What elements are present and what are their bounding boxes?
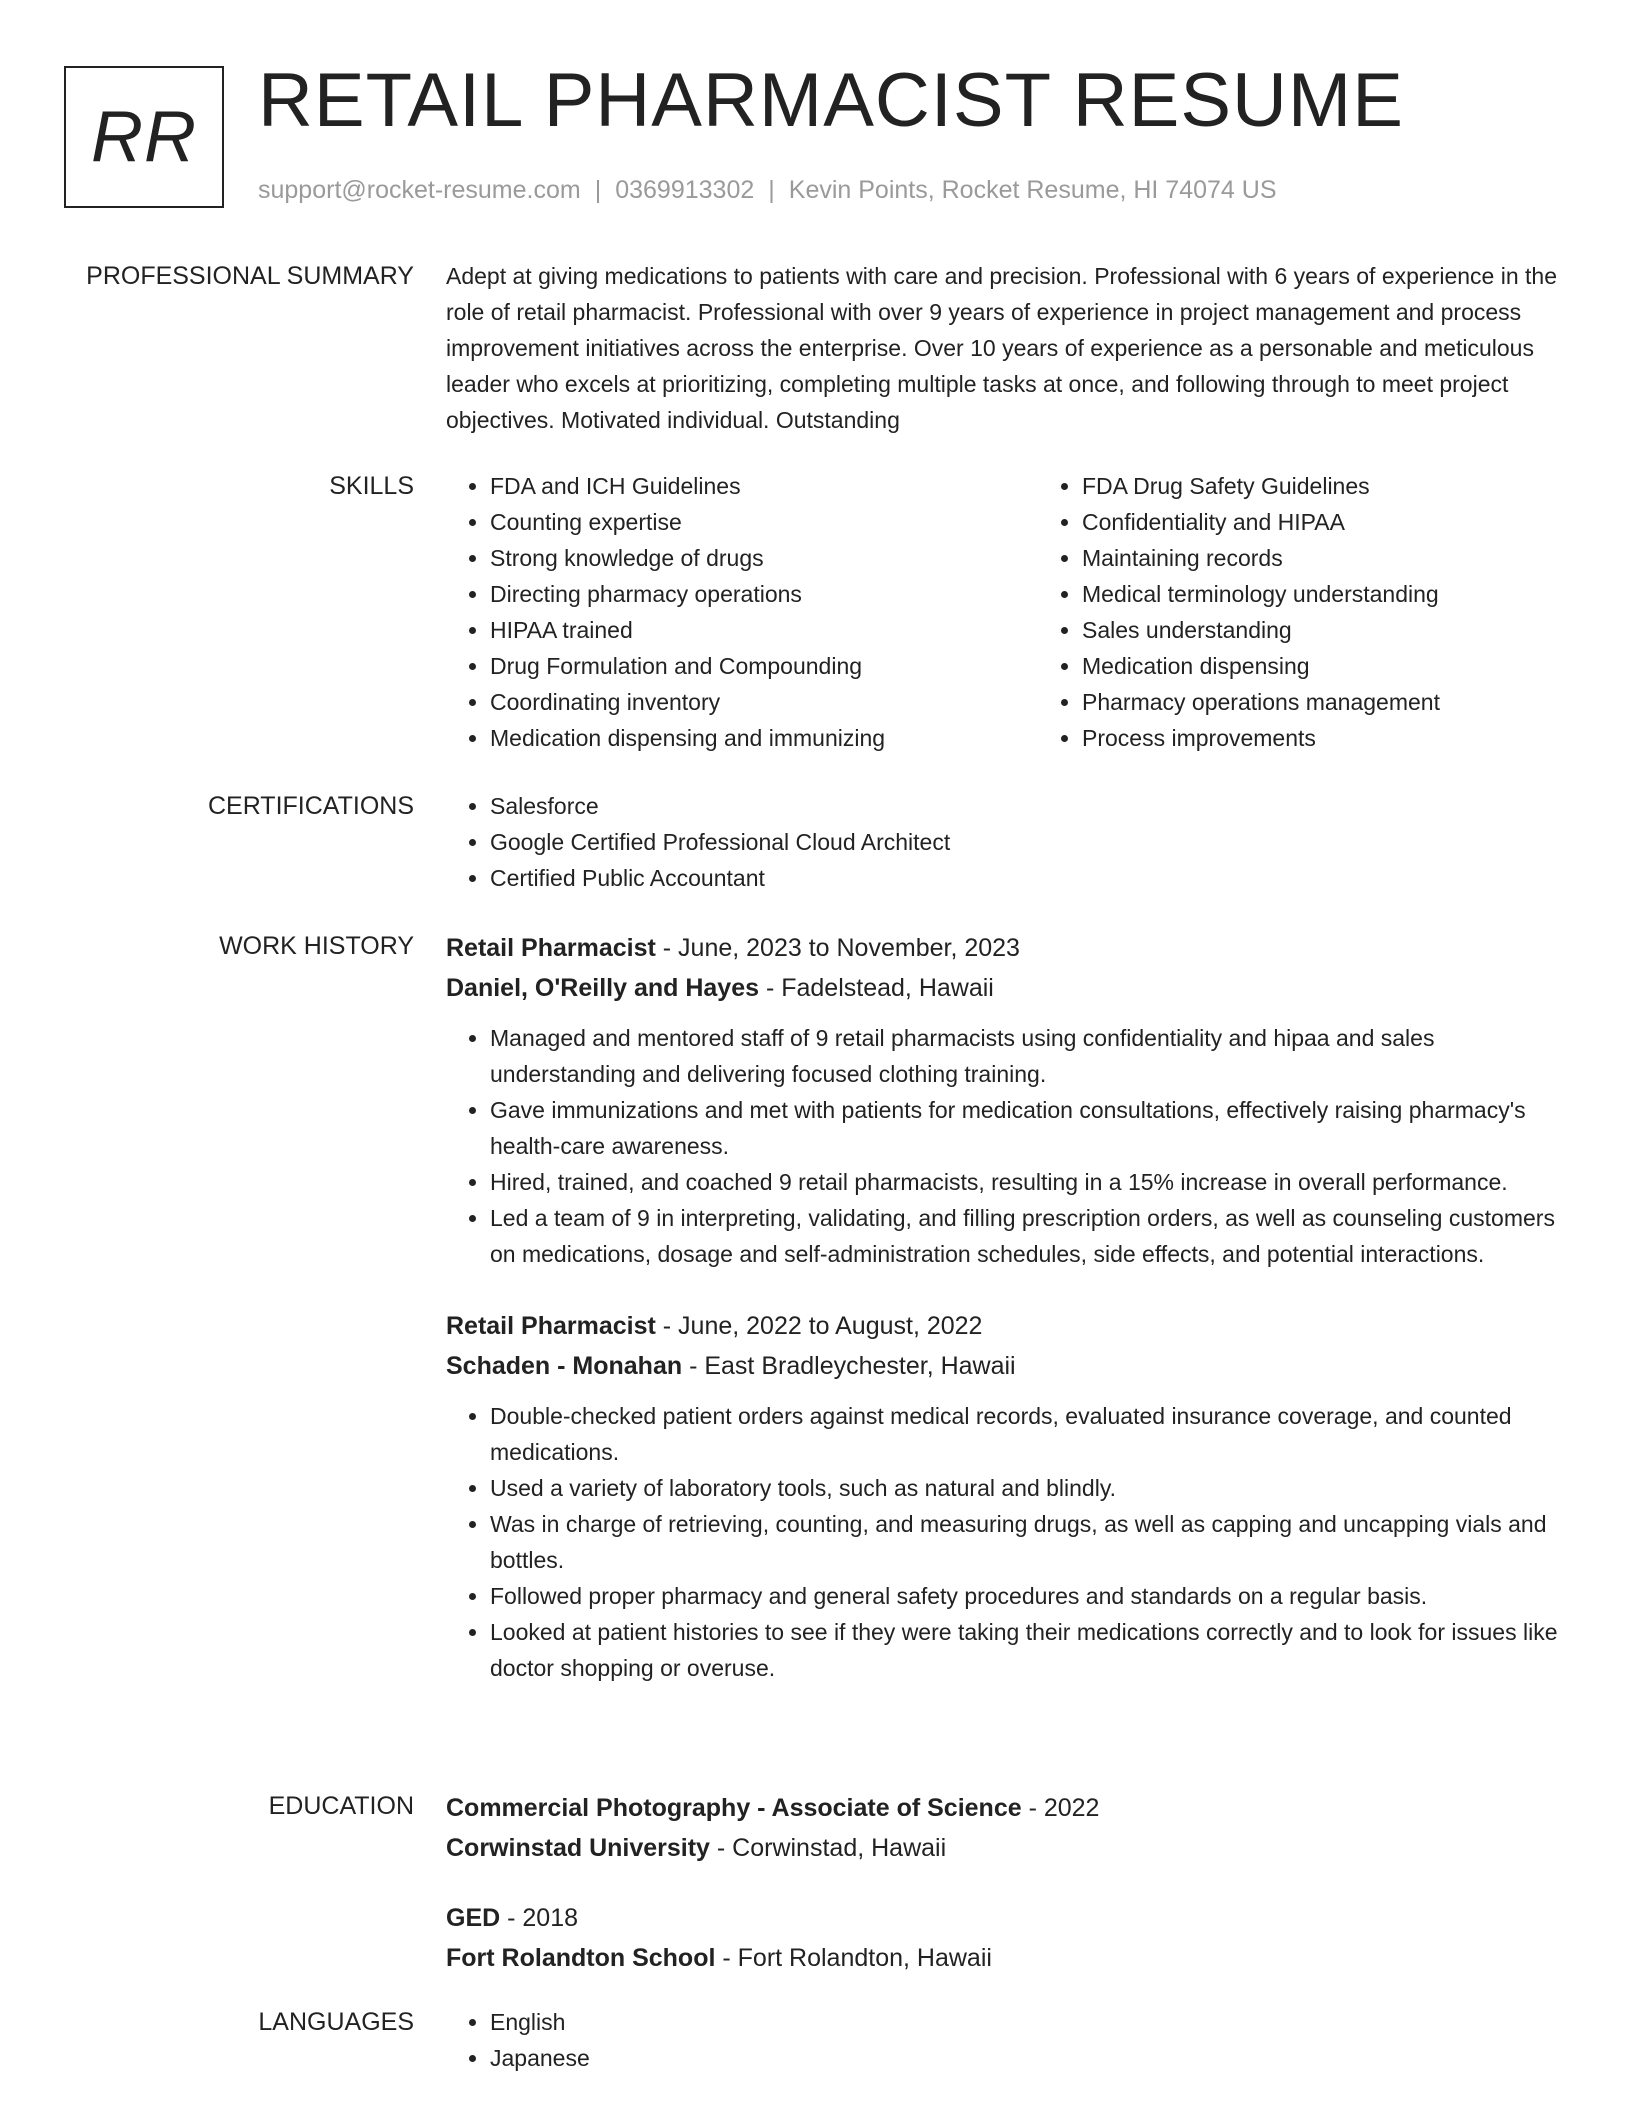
contact-address: Kevin Points, Rocket Resume, HI 74074 US — [788, 176, 1277, 204]
skills-list-left — [446, 468, 1038, 756]
job-bullet: • Looked at patient histories to see if they were taking their medications correctly and to look for issues like doctor shopping or overuse. — [490, 1614, 1562, 1686]
education-degree: GED — [446, 1904, 501, 1932]
education-location: - Fort Rolandton, Hawaii — [715, 1944, 992, 1972]
education-degree: Commercial Photography - Associate of Science — [446, 1794, 1022, 1822]
skill-item: • FDA Drug Safety Guidelines — [1082, 468, 1630, 504]
skill-item: • Maintaining records — [1082, 540, 1630, 576]
summary-text: Adept at giving medications to patients with care and precision. Professional with 6 years of experience in the role of retail pharmacist. Professional with over 9 years of experience in project management and process improvement initiatives across the enterprise. Over 10 years of experience as a personable and meticulous leader who excels at prioritizing, completing multiple tasks at once, and following through to meet project objectives. Motivated individual. Outstanding — [446, 263, 1558, 433]
job-bullet: • Used a variety of laboratory tools, such as natural and blindly. — [490, 1470, 1562, 1506]
job-location: - East Bradleychester, Hawaii — [682, 1352, 1016, 1380]
skill-item: • Strong knowledge of drugs — [490, 540, 1038, 576]
education-entry — [446, 1898, 1562, 1978]
skill-item: • FDA and ICH Guidelines — [490, 468, 1038, 504]
languages-body — [446, 2004, 1562, 2076]
job-bullet-list — [446, 1398, 1562, 1686]
languages-list — [446, 2004, 1562, 2076]
skill-item: • Medication dispensing — [1082, 648, 1630, 684]
job-bullet: • Led a team of 9 in interpreting, validating, and filling prescription orders, as well as counseling customers on medications, dosage and self-administration schedules, side effects, and potential interactions. — [490, 1200, 1562, 1272]
skill-item: • Coordinating inventory — [490, 684, 1038, 720]
skill-item: • Directing pharmacy operations — [490, 576, 1038, 612]
summary-body — [446, 258, 1562, 438]
job-bullet: • Followed proper pharmacy and general safety procedures and standards on a regular basis. — [490, 1578, 1562, 1614]
job-company: Daniel, O'Reilly and Hayes — [446, 974, 760, 1002]
job-entry — [446, 928, 1562, 1272]
job-company-line — [446, 1346, 1562, 1386]
certifications-body — [446, 788, 1562, 896]
job-bullet: • Was in charge of retrieving, counting, and measuring drugs, as well as capping and uncapping vials and bottles. — [490, 1506, 1562, 1578]
education-school-line — [446, 1828, 1562, 1868]
skill-item: • Medical terminology understanding — [1082, 576, 1630, 612]
job-bullet: • Hired, trained, and coached 9 retail pharmacists, resulting in a 15% increase in overall performance. — [490, 1164, 1562, 1200]
education-year: - 2022 — [1021, 1794, 1100, 1822]
education-location: - Corwinstad, Hawaii — [709, 1834, 947, 1862]
job-bullet: • Managed and mentored staff of 9 retail pharmacists using confidentiality and hipaa and sales understanding and delivering focused clothing training. — [490, 1020, 1562, 1092]
skill-item: • Process improvements — [1082, 720, 1630, 756]
language-item: • Japanese — [490, 2040, 1562, 2076]
skill-item: • Medication dispensing and immunizing — [490, 720, 1038, 756]
education-body — [446, 1788, 1562, 1978]
contact-separator: | — [594, 176, 602, 204]
contact-separator: | — [768, 176, 775, 204]
job-entry — [446, 1306, 1562, 1686]
contact-line — [258, 174, 1277, 206]
section-label-skills: SKILLS — [329, 472, 414, 500]
job-dates: - June, 2023 to November, 2023 — [655, 934, 1020, 962]
skills-body — [446, 468, 1562, 756]
section-label-languages: LANGUAGES — [258, 2008, 414, 2036]
monogram-logo — [64, 66, 224, 208]
contact-email[interactable]: support@rocket-resume.com — [258, 176, 581, 204]
section-label-education: EDUCATION — [268, 1792, 414, 1820]
section-label-work-history: WORK HISTORY — [219, 932, 414, 960]
education-school: Fort Rolandton School — [446, 1944, 716, 1972]
job-title: Retail Pharmacist — [446, 934, 656, 962]
job-dates: - June, 2022 to August, 2022 — [655, 1312, 983, 1340]
certification-item: • Salesforce — [490, 788, 1562, 824]
job-company-line — [446, 968, 1562, 1008]
job-title-line — [446, 928, 1562, 968]
job-title-line — [446, 1306, 1562, 1346]
section-label-certifications: CERTIFICATIONS — [207, 792, 414, 820]
job-company: Schaden - Monahan — [446, 1352, 683, 1380]
education-school: Corwinstad University — [446, 1834, 710, 1862]
resume-title: RETAIL PHARMACIST RESUME — [258, 58, 1404, 143]
job-bullet: • Double-checked patient orders against medical records, evaluated insurance coverage, and counted medications. — [490, 1398, 1562, 1470]
section-label-summary: PROFESSIONAL SUMMARY — [86, 262, 414, 290]
skill-item: • Counting expertise — [490, 504, 1038, 540]
skill-item: • Sales understanding — [1082, 612, 1630, 648]
certification-item: • Certified Public Accountant — [490, 860, 1562, 896]
skill-item: • Pharmacy operations management — [1082, 684, 1630, 720]
job-bullet-list — [446, 1020, 1562, 1272]
contact-phone[interactable]: 0369913302 — [615, 176, 755, 204]
education-entry — [446, 1788, 1562, 1868]
education-degree-line — [446, 1788, 1562, 1828]
skill-item: • Confidentiality and HIPAA — [1082, 504, 1630, 540]
skills-list-right — [1038, 468, 1630, 756]
language-item: • English — [490, 2004, 1562, 2040]
education-school-line — [446, 1938, 1562, 1978]
skill-item: • HIPAA trained — [490, 612, 1038, 648]
certifications-list — [446, 788, 1562, 896]
job-location: - Fadelstead, Hawaii — [759, 974, 994, 1002]
education-year: - 2018 — [500, 1904, 579, 1932]
skill-item: • Drug Formulation and Compounding — [490, 648, 1038, 684]
job-title: Retail Pharmacist — [446, 1312, 656, 1340]
work-history-body — [446, 928, 1562, 1686]
monogram-text: RR — [91, 97, 197, 177]
job-bullet: • Gave immunizations and met with patients for medication consultations, effectively raising pharmacy's health-care awareness. — [490, 1092, 1562, 1164]
education-degree-line — [446, 1898, 1562, 1938]
certification-item: • Google Certified Professional Cloud Architect — [490, 824, 1562, 860]
